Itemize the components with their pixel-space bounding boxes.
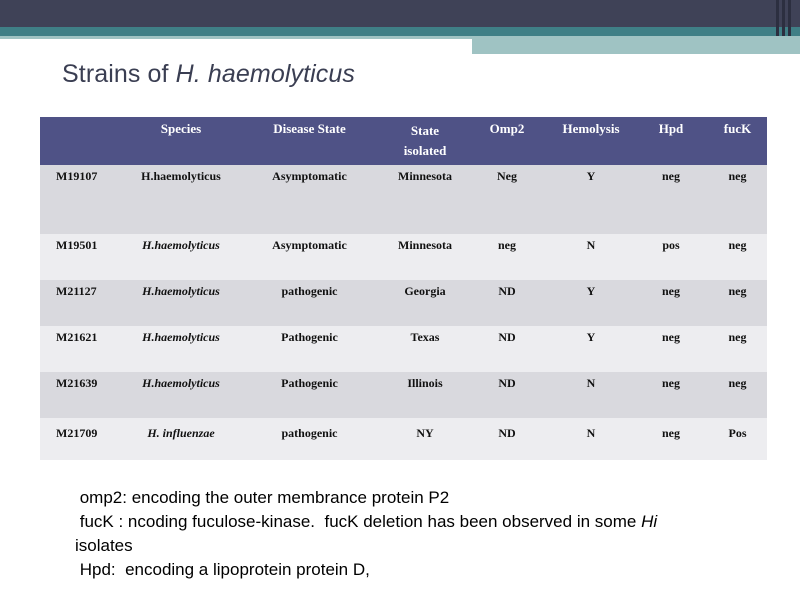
- cell-species: H. influenzae: [127, 418, 235, 460]
- column-header-species: Species: [127, 117, 235, 165]
- cell-hemolysis: Y: [548, 165, 634, 234]
- cell-omp2: ND: [466, 418, 548, 460]
- corner-accent-stripe: [782, 0, 785, 36]
- note-fuck: [75, 510, 775, 558]
- cell-species: H.haemolyticus: [127, 234, 235, 280]
- cell-species: H.haemolyticus: [127, 372, 235, 418]
- cell-fuck: neg: [708, 165, 767, 234]
- strains-table: [40, 117, 767, 460]
- column-header-omp2: Omp2: [466, 117, 548, 165]
- cell-hemolysis: N: [548, 418, 634, 460]
- column-header-state-isolated: State isolated: [384, 117, 466, 165]
- table-row: [40, 165, 767, 234]
- cell-omp2: ND: [466, 372, 548, 418]
- cell-state-isolated: Illinois: [384, 372, 466, 418]
- cell-state-isolated: NY: [384, 418, 466, 460]
- table-row: [40, 418, 767, 460]
- cell-strain-id: M21639: [40, 372, 127, 418]
- table-row: [40, 234, 767, 280]
- cell-disease-state: Asymptomatic: [235, 234, 384, 280]
- cell-species: H.haemolyticus: [127, 165, 235, 234]
- cell-hpd: neg: [634, 326, 708, 372]
- cell-disease-state: pathogenic: [235, 418, 384, 460]
- table-row: [40, 372, 767, 418]
- header-band-dark: [0, 0, 800, 27]
- cell-omp2: Neg: [466, 165, 548, 234]
- cell-disease-state: Pathogenic: [235, 326, 384, 372]
- cell-strain-id: M19501: [40, 234, 127, 280]
- cell-disease-state: Asymptomatic: [235, 165, 384, 234]
- cell-state-isolated: Minnesota: [384, 165, 466, 234]
- cell-state-isolated: Minnesota: [384, 234, 466, 280]
- corner-accent-stripe: [788, 0, 791, 36]
- note-fuck-text: fucK : ncoding fuculose-kinase. fucK deletion has been observed in some: [75, 512, 642, 531]
- cell-hemolysis: N: [548, 372, 634, 418]
- note-omp2-text: omp2: encoding the outer membrance protein P2: [75, 488, 450, 507]
- table-row: [40, 280, 767, 326]
- cell-fuck: Pos: [708, 418, 767, 460]
- cell-strain-id: M19107: [40, 165, 127, 234]
- cell-hemolysis: N: [548, 234, 634, 280]
- slide-title: [62, 60, 355, 89]
- note-fuck-text-cont: isolates: [75, 536, 133, 555]
- cell-hpd: neg: [634, 165, 708, 234]
- cell-fuck: neg: [708, 280, 767, 326]
- cell-omp2: ND: [466, 326, 548, 372]
- cell-hpd: neg: [634, 418, 708, 460]
- cell-disease-state: Pathogenic: [235, 372, 384, 418]
- note-omp2: [75, 486, 775, 510]
- note-fuck-italic: Hi: [641, 512, 658, 531]
- cell-state-isolated: Georgia: [384, 280, 466, 326]
- cell-fuck: neg: [708, 372, 767, 418]
- column-header-hemolysis: Hemolysis: [548, 117, 634, 165]
- table-row: [40, 326, 767, 372]
- table-header-row: [40, 117, 767, 165]
- column-header-disease-state: Disease State: [235, 117, 384, 165]
- slide-title-species: H. haemolyticus: [175, 60, 356, 88]
- header-band-light-right: [472, 36, 800, 54]
- cell-hpd: pos: [634, 234, 708, 280]
- cell-disease-state: pathogenic: [235, 280, 384, 326]
- cell-fuck: neg: [708, 326, 767, 372]
- cell-strain-id: M21621: [40, 326, 127, 372]
- column-header-fuck: fucK: [708, 117, 767, 165]
- slide-title-prefix: Strains of: [62, 60, 176, 88]
- column-header-id: [40, 117, 127, 165]
- cell-omp2: ND: [466, 280, 548, 326]
- column-header-hpd: Hpd: [634, 117, 708, 165]
- cell-species: H.haemolyticus: [127, 326, 235, 372]
- cell-hpd: neg: [634, 280, 708, 326]
- cell-omp2: neg: [466, 234, 548, 280]
- header-band-light-left: [0, 36, 472, 39]
- cell-fuck: neg: [708, 234, 767, 280]
- cell-hemolysis: Y: [548, 326, 634, 372]
- cell-strain-id: M21127: [40, 280, 127, 326]
- header-band-teal: [0, 27, 800, 36]
- corner-accent-stripe: [776, 0, 779, 36]
- note-hpd: [75, 558, 775, 582]
- cell-hemolysis: Y: [548, 280, 634, 326]
- note-hpd-text: Hpd: encoding a lipoprotein protein D,: [75, 560, 370, 579]
- cell-state-isolated: Texas: [384, 326, 466, 372]
- cell-hpd: neg: [634, 372, 708, 418]
- gene-notes: [75, 486, 775, 582]
- cell-species: H.haemolyticus: [127, 280, 235, 326]
- cell-strain-id: M21709: [40, 418, 127, 460]
